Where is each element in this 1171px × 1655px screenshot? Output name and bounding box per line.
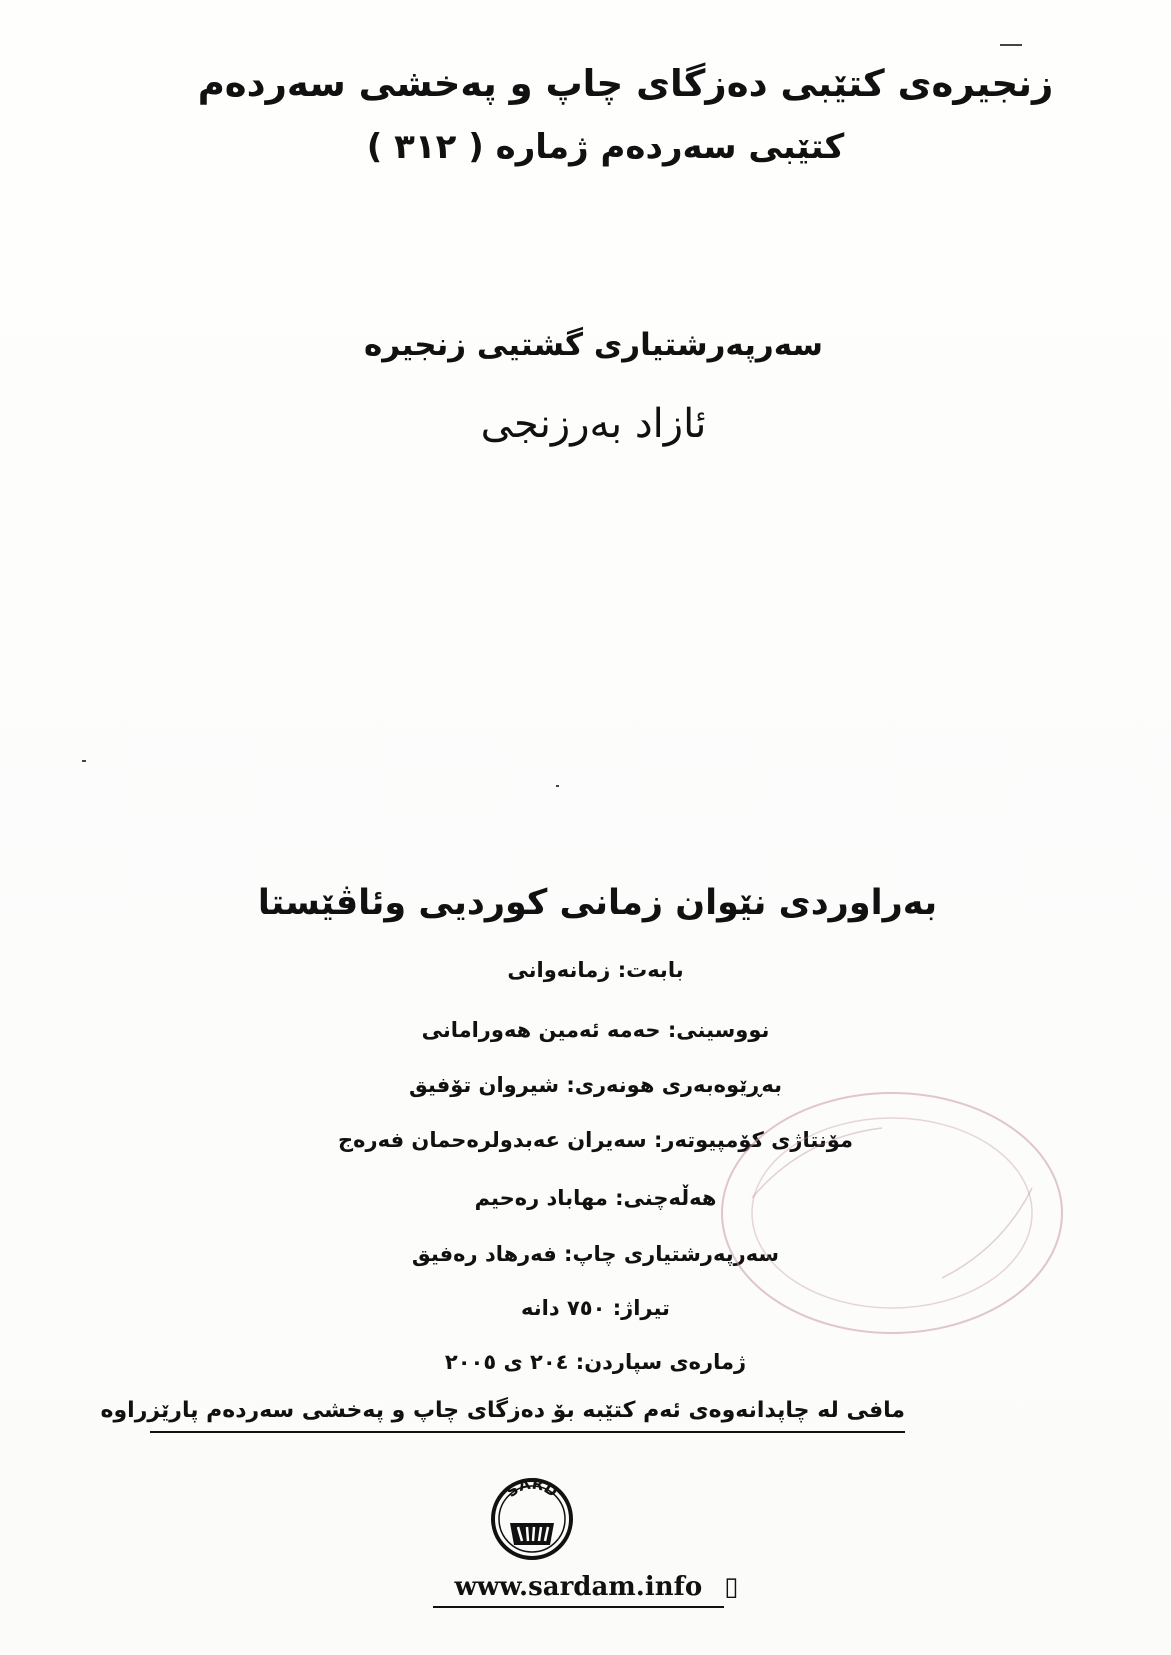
supervisor-label: سەرپەرشتیاری گشتیی زنجیرە (363, 327, 823, 363)
credit-computer-layout: مۆنتاژی کۆمپیوتەر: سەیران عەبدولرەحمان فەرەج (338, 1128, 853, 1152)
series-number: کتێبی سەردەم ژمارە ( ٣١٢ ) (366, 127, 845, 167)
supervisor-name: ئازاد بەرزنجی (480, 401, 707, 447)
box-glyph: ▯ (724, 1572, 739, 1602)
website-url[interactable]: www.sardam.info (433, 1572, 725, 1608)
sardam-logo-icon (490, 1477, 574, 1561)
credit-author: نووسینی: حەمە ئەمین هەورامانی (421, 1018, 770, 1042)
credit-print-supervisor: سەرپەرشتیاری چاپ: فەرهاد رەفیق (411, 1242, 780, 1266)
credit-subject: بابەت: زمانەوانی (507, 958, 684, 982)
credit-art-director: بەڕێوەبەری هونەری: شیروان تۆفیق (408, 1073, 783, 1097)
book-title: بەراوردی نێوان زمانی کوردیی وئاڤێستا (257, 883, 938, 923)
page-speck (82, 760, 86, 762)
credit-deposit-number: ژمارەی سپاردن: ٢٠٤ ی ٢٠٠٥ (444, 1350, 747, 1374)
page-speck (556, 785, 559, 787)
credit-print-run: تیراژ: ٧٥٠ دانە (521, 1296, 670, 1320)
credit-proofreader: هەڵەچنی: مهاباد رەحیم (474, 1186, 717, 1210)
logo-text: SARD (502, 1477, 562, 1501)
website-link[interactable] (0, 1572, 1171, 1602)
series-title: زنجیرەی کتێبی دەزگای چاپ و پەخشی سەردەم (197, 62, 1054, 105)
copyright-notice: مافی لە چاپدانەوەی ئەم کتێبە بۆ دەزگای چاپ و پەخشی سەردەم پارێزراوە (150, 1398, 905, 1433)
page-mark (1000, 44, 1022, 46)
